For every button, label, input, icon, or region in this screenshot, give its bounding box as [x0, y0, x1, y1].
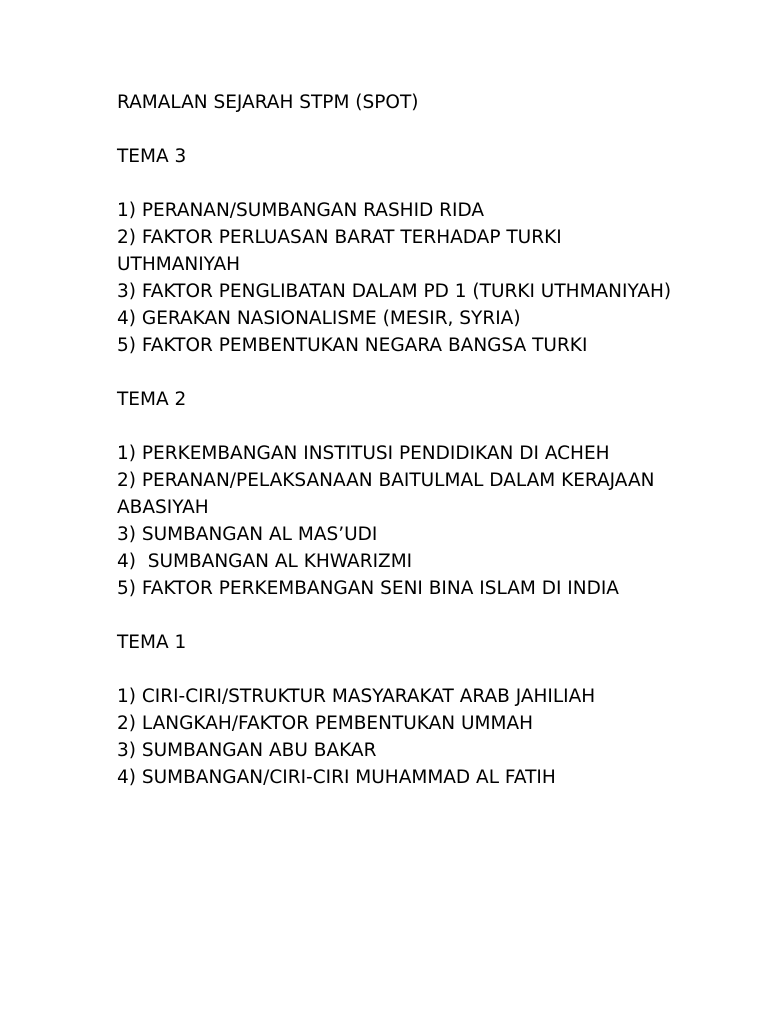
- list-item: 3) SUMBANGAN AL MAS’UDI: [117, 524, 378, 545]
- list-item: 4) SUMBANGAN/CIRI-CIRI MUHAMMAD AL FATIH: [117, 767, 556, 788]
- list-item: 3) FAKTOR PENGLIBATAN DALAM PD 1 (TURKI UTHMANIYAH): [117, 281, 672, 302]
- list-item: 1) PERKEMBANGAN INSTITUSI PENDIDIKAN DI ACHEH: [117, 443, 610, 464]
- spacer: [117, 359, 677, 386]
- list-item: 4) SUMBANGAN AL KHWARIZMI: [117, 551, 413, 572]
- list-item: 1) CIRI-CIRI/STRUKTUR MASYARAKAT ARAB JAHILIAH: [117, 686, 596, 707]
- list-item: 4) GERAKAN NASIONALISME (MESIR, SYRIA): [117, 308, 521, 329]
- section-heading-tema-1: TEMA 1: [117, 632, 187, 653]
- spacer: [117, 602, 677, 629]
- spacer: [117, 656, 677, 683]
- list-item: 5) FAKTOR PEMBENTUKAN NEGARA BANGSA TURKI: [117, 335, 588, 356]
- section-heading-tema-3: TEMA 3: [117, 146, 187, 167]
- list-item: 2) LANGKAH/FAKTOR PEMBENTUKAN UMMAH: [117, 713, 534, 734]
- spacer: [117, 170, 677, 197]
- list-item: 2) FAKTOR PERLUASAN BARAT TERHADAP TURKI UTHMANIYAH: [117, 227, 568, 275]
- document-body: [117, 89, 677, 791]
- list-item: 5) FAKTOR PERKEMBANGAN SENI BINA ISLAM DI INDIA: [117, 578, 619, 599]
- spacer: [117, 116, 677, 143]
- spacer: [117, 413, 677, 440]
- section-heading-tema-2: TEMA 2: [117, 389, 187, 410]
- list-item: 2) PERANAN/PELAKSANAAN BAITULMAL DALAM KERAJAAN ABASIYAH: [117, 470, 661, 518]
- list-item: 1) PERANAN/SUMBANGAN RASHID RIDA: [117, 200, 485, 221]
- list-item: 3) SUMBANGAN ABU BAKAR: [117, 740, 377, 761]
- document-title: RAMALAN SEJARAH STPM (SPOT): [117, 92, 419, 113]
